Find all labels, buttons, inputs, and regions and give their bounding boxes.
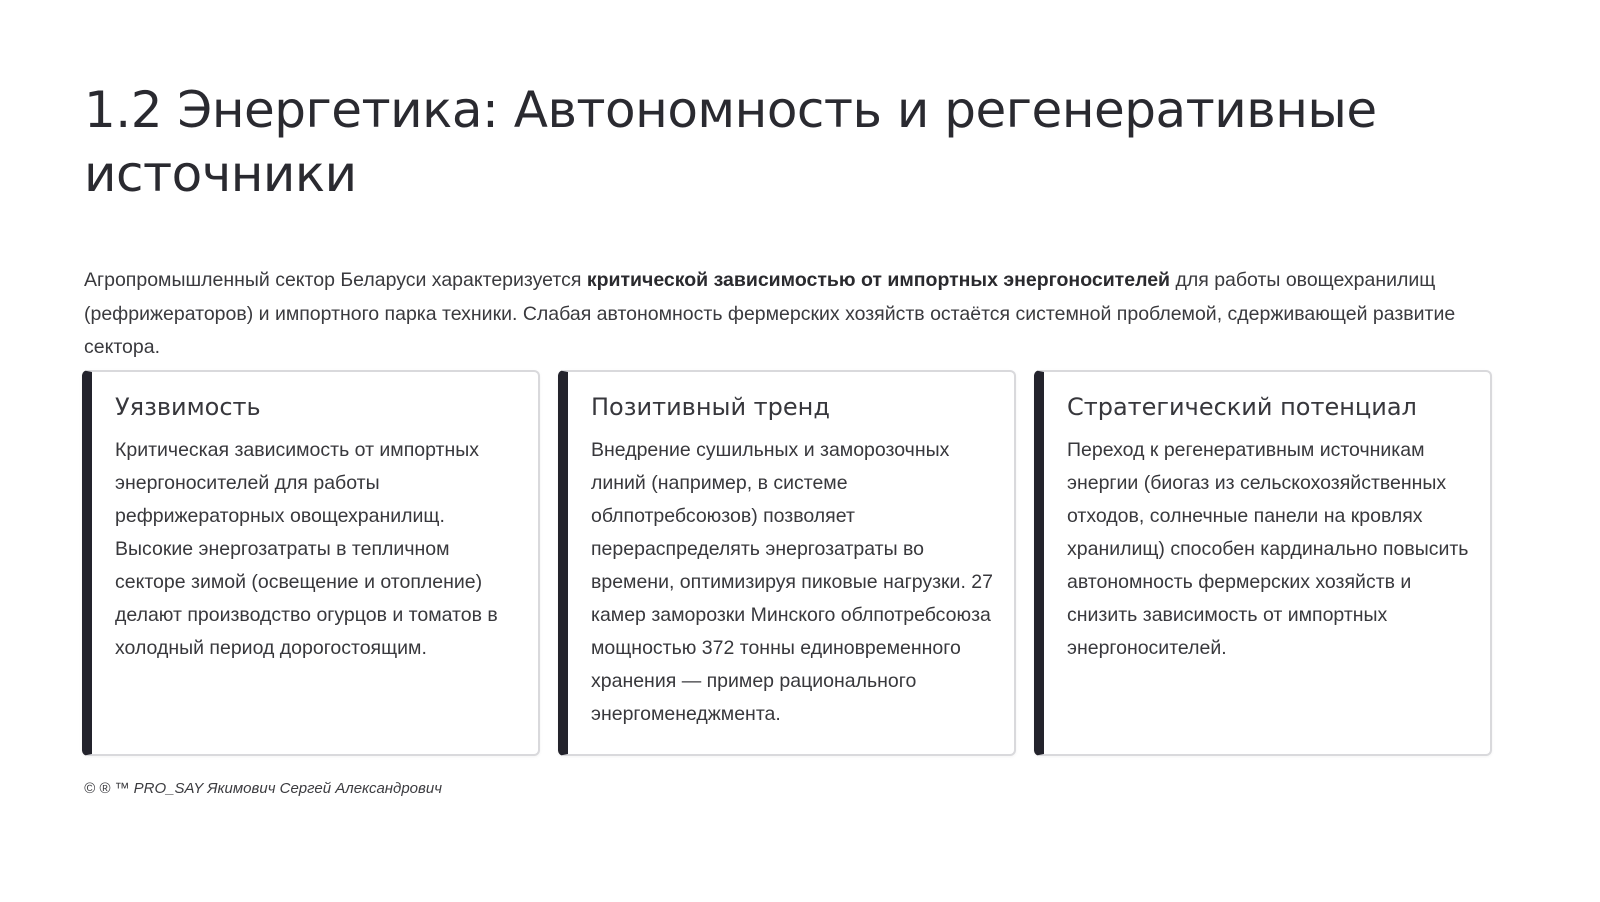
copyright-footer: © ® ™ PRO_SAY Якимович Сергей Александрович: [84, 780, 442, 797]
card-text: Критическая зависимость от импортных энергоносителей для работы рефрижераторных овощехранилищ. Высокие энергозатраты в тепличном секторе зимой (освещение и отопление) делают производство огурцов и томатов в холодный период дорогостоящим.: [115, 439, 498, 659]
slide-content: [84, 78, 1524, 725]
card-text: Внедрение сушильных и заморозочных линий (например, в системе облпотребсоюзов) позволяет перераспределять энергозатраты во времени, оптимизируя пиковые нагрузки. 27 камер заморозки Минского облпотребсоюза мощностью 372 тонны единовременного хранения — пример рационального энергоменеджмента.: [591, 439, 993, 725]
intro-paragraph: [84, 264, 1524, 365]
card-vulnerability: [82, 370, 540, 756]
card-title: Стратегический потенциал: [1067, 393, 1417, 421]
intro-text-emphasis: критической зависимостью от импортных энергоносителей: [586, 269, 1171, 291]
cards-row: [82, 370, 1492, 756]
card-title: Позитивный тренд: [591, 393, 830, 421]
card-title: Уязвимость: [115, 393, 261, 421]
intro-text-start: Агропромышленный сектор Беларуси характеризуется: [84, 269, 587, 291]
card-text: Переход к регенеративным источникам энергии (биогаз из сельскохозяйственных отходов, солнечные панели на кровлях хранилищ) способен кардинально повысить автономность фермерских хозяйств и снизить зависимость от импортных энергоносителей.: [1067, 439, 1469, 659]
card-positive-trend: [558, 370, 1016, 756]
page-title: 1.2 Энергетика: Автономность и регенеративные источники: [84, 81, 1377, 203]
intro-text-end: для работы овощехранилищ (рефрижераторов) и импортного парка техники. Слабая автономность фермерских хозяйств остаётся системной проблемой, сдерживающей развитие сектора.: [84, 269, 1456, 358]
card-strategic-potential: [1034, 370, 1492, 756]
